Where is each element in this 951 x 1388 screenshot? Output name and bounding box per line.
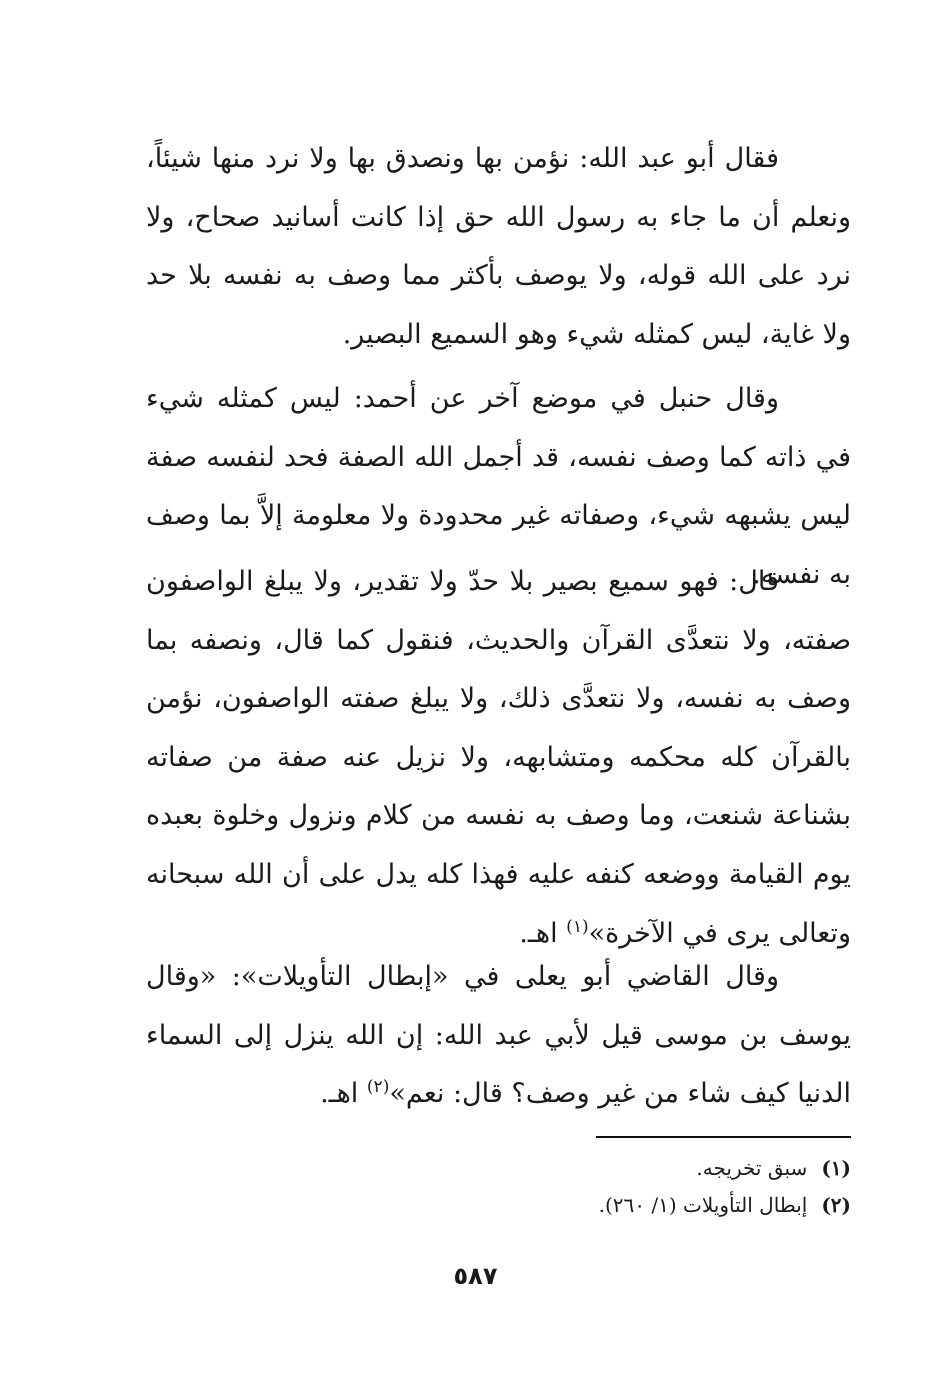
footnote-1 [146, 1150, 851, 1187]
footnote-2-number: (٢) [821, 1193, 851, 1217]
paragraph-4-text: وقال القاضي أبو يعلى في «إبطال التأويلات»: «وقال يوسف بن موسى قيل لأبي عبد الله: إن الله ينزل إلى السماء الدنيا كيف شاء من غير وصف؟ قال: نعم» [146, 961, 851, 1110]
paragraph-4-body [146, 948, 851, 1124]
footnote-ref-1: (١) [566, 916, 589, 937]
footnote-2-text: إبطال التأويلات (١/ ٢٦٠). [598, 1193, 808, 1217]
paragraph-1 [146, 130, 851, 364]
paragraph-4-ending: اهـ. [320, 1078, 367, 1110]
paragraph-3-text: قال: فهو سميع بصير بلا حدّ ولا تقدير، ولا يبلغ الواصفون صفته، ولا نتعدَّى القرآن والحديث، فنقول كما قال، ونصفه بما وصف به نفسه، ولا نتعدَّى ذلك، ولا يبلغ صفته الواصفون، نؤمن بالقرآن كله محكمه ومتشابهه، ولا نزيل عنه صفة من صفاته بشناعة شنعت، وما وصف به نفسه من كلام ونزول وخلوة بعبده يوم القيامة ووضعه كنفه عليه فهذا كله يدل على أن الله سبحانه وتعالى يرى في الآخرة» [146, 566, 851, 949]
footnote-2 [146, 1187, 851, 1224]
paragraph-3-body [146, 553, 851, 963]
paragraph-4 [146, 948, 851, 1124]
paragraph-3 [146, 553, 851, 963]
footnote-1-text: سبق تخريجه. [696, 1156, 808, 1180]
footnote-separator [596, 1136, 851, 1138]
paragraph-3-ending: اهـ. [519, 917, 567, 949]
footnote-1-number: (١) [821, 1156, 851, 1180]
footnote-ref-2: (٢) [366, 1077, 390, 1098]
footnotes [146, 1150, 851, 1224]
paragraph-1-text: فقال أبو عبد الله: نؤمن بها ونصدق بها ولا نرد منها شيئاً، ونعلم أن ما جاء به رسول الله حق إذا كانت أسانيد صحاح، ولا نرد على الله قوله، ولا يوصف بأكثر مما وصف به نفسه بلا حد ولا غاية، ليس كمثله شيء وهو السميع البصير. [146, 143, 851, 350]
paragraph-2-text: وقال حنبل في موضع آخر عن أحمد: ليس كمثله شيء في ذاته كما وصف نفسه، قد أجمل الله الصفة فحد لنفسه صفة ليس يشبهه شيء، وصفاته غير محدودة ولا معلومة إلاَّ بما وصف به نفسه. [146, 383, 851, 590]
page-number: ٥٨٧ [453, 1262, 498, 1290]
